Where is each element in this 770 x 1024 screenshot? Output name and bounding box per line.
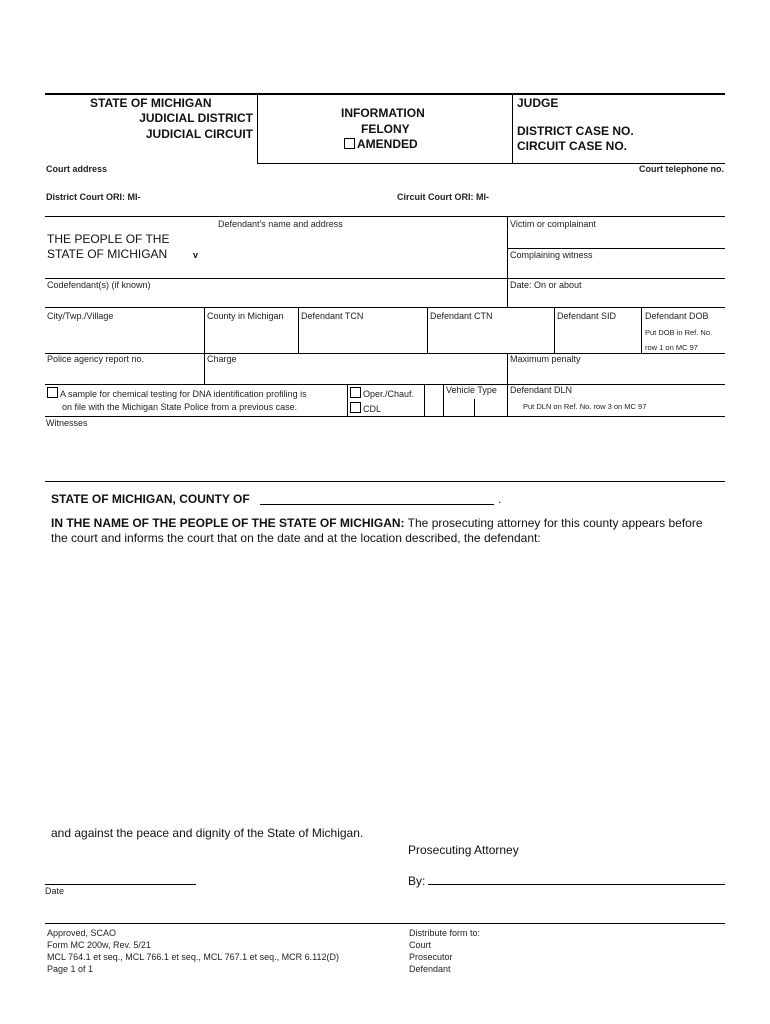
statement-line-2: the court and informs the court that on the date and at the location described, the defendant:	[51, 531, 541, 545]
col-tcn-divider	[298, 308, 299, 353]
dna-option[interactable]	[47, 387, 307, 399]
footer-defendant: Defendant	[409, 964, 451, 974]
court-circuit: JUDICIAL CIRCUIT	[145, 127, 253, 141]
court-state: STATE OF MICHIGAN	[90, 96, 212, 110]
dob-label: Defendant DOB	[645, 311, 709, 321]
vehicle-type-mid-tick	[474, 399, 475, 416]
county-period: .	[498, 492, 502, 506]
tcn-label: Defendant TCN	[301, 311, 364, 321]
circuit-case-label: CIRCUIT CASE NO.	[517, 139, 628, 153]
oper-option[interactable]	[350, 387, 414, 399]
footer-distribute: Distribute form to:	[409, 928, 481, 938]
statement-line-1	[51, 516, 703, 530]
court-phone-label: Court telephone no.	[639, 164, 724, 174]
oper-checkbox[interactable]	[350, 387, 361, 398]
judge-label: JUDGE	[517, 96, 559, 110]
amended-checkbox[interactable]	[344, 138, 355, 149]
vehicle-type-label: Vehicle Type	[446, 385, 497, 395]
max-penalty-label: Maximum penalty	[510, 354, 581, 364]
col-county-divider	[204, 308, 205, 384]
row-line-4	[45, 353, 725, 354]
county-blank-line	[260, 504, 494, 505]
county-label: County in Michigan	[207, 311, 284, 321]
circuit-ori-label: Circuit Court ORI: MI-	[397, 192, 489, 202]
row-line-2	[45, 278, 725, 279]
date-on-or-about-label: Date: On or about	[510, 280, 582, 290]
footer-court: Court	[409, 940, 432, 950]
victim-label: Victim or complainant	[510, 219, 596, 229]
row-line-1	[45, 216, 725, 217]
victim-bottom	[507, 248, 725, 249]
police-report-label: Police agency report no.	[47, 354, 145, 364]
oper-label: Oper./Chauf.	[363, 389, 415, 399]
dln-note: Put DLN on Ref. No. row 3 on MC 97	[523, 402, 647, 411]
col-vehicle-divider	[424, 384, 425, 416]
amended-label: AMENDED	[357, 137, 418, 151]
col-victim-divider	[507, 217, 508, 307]
name-of-people-bold: IN THE NAME OF THE PEOPLE OF THE STATE OF MICHIGAN:	[51, 516, 405, 530]
people-line-2: STATE OF MICHIGAN	[47, 247, 168, 261]
vehicle-type-left-tick	[443, 384, 444, 416]
court-district: JUDICIAL DISTRICT	[139, 111, 253, 125]
col-ctn-divider	[427, 308, 428, 353]
complaining-witness-label: Complaining witness	[510, 250, 593, 260]
dob-note-1: Put DOB in Ref. No.	[645, 328, 713, 337]
top-border	[45, 93, 725, 95]
footer-page: Page 1 of 1	[47, 964, 94, 974]
district-ori-label: District Court ORI: MI-	[46, 192, 141, 202]
footer-prosecutor: Prosecutor	[409, 952, 453, 962]
prosecuting-attorney-label: Prosecuting Attorney	[408, 843, 519, 857]
dna-line-1: A sample for chemical testing for DNA identification profiling is	[60, 389, 307, 399]
footer-citations: MCL 764.1 et seq., MCL 766.1 et seq., MCL 767.1 et seq., MCR 6.112(D)	[47, 952, 339, 962]
county-of-label: STATE OF MICHIGAN, COUNTY OF	[51, 492, 250, 506]
ctn-label: Defendant CTN	[430, 311, 493, 321]
amended-option[interactable]	[344, 137, 418, 151]
city-label: City/Twp./Village	[47, 311, 114, 321]
witnesses-label: Witnesses	[46, 418, 88, 428]
name-of-people-rest: The prosecuting attorney for this county appears before	[404, 516, 703, 530]
defendant-name-label: Defendant's name and address	[218, 219, 343, 229]
charge-label: Charge	[207, 354, 237, 364]
cdl-option[interactable]	[350, 402, 381, 414]
doc-type-information: INFORMATION	[341, 106, 425, 120]
footer-top-border	[45, 923, 725, 924]
peace-dignity-text: and against the peace and dignity of the State of Michigan.	[51, 826, 364, 840]
row-line-5	[45, 384, 725, 385]
cdl-checkbox[interactable]	[350, 402, 361, 413]
col-oper-divider	[347, 384, 348, 416]
versus-label: v	[193, 250, 199, 260]
cdl-label: CDL	[363, 404, 382, 414]
statement-top-border	[45, 481, 725, 482]
footer-approved: Approved, SCAO	[47, 928, 117, 938]
dob-note-2: row 1 on MC 97	[645, 343, 698, 352]
court-address-label: Court address	[46, 164, 108, 174]
dna-checkbox[interactable]	[47, 387, 58, 398]
by-label: By:	[408, 874, 426, 888]
date-line[interactable]	[45, 884, 196, 885]
dna-line-2: on file with the Michigan State Police from a previous case.	[62, 402, 298, 412]
people-line-1: THE PEOPLE OF THE	[47, 232, 170, 246]
col-sid-divider	[554, 308, 555, 353]
header-divider-1	[257, 94, 258, 164]
codefendants-label: Codefendant(s) (if known)	[47, 280, 151, 290]
sid-label: Defendant SID	[557, 311, 617, 321]
district-case-label: DISTRICT CASE NO.	[517, 124, 634, 138]
row-line-3	[45, 307, 725, 308]
header-divider-2	[512, 94, 513, 164]
dln-label: Defendant DLN	[510, 385, 573, 395]
signature-line[interactable]	[428, 884, 725, 885]
col-dob-divider	[641, 308, 642, 353]
row-line-6	[45, 416, 725, 417]
date-label: Date	[45, 886, 65, 896]
doc-type-felony: FELONY	[361, 122, 410, 136]
footer-form-number: Form MC 200w, Rev. 5/21	[47, 940, 151, 950]
